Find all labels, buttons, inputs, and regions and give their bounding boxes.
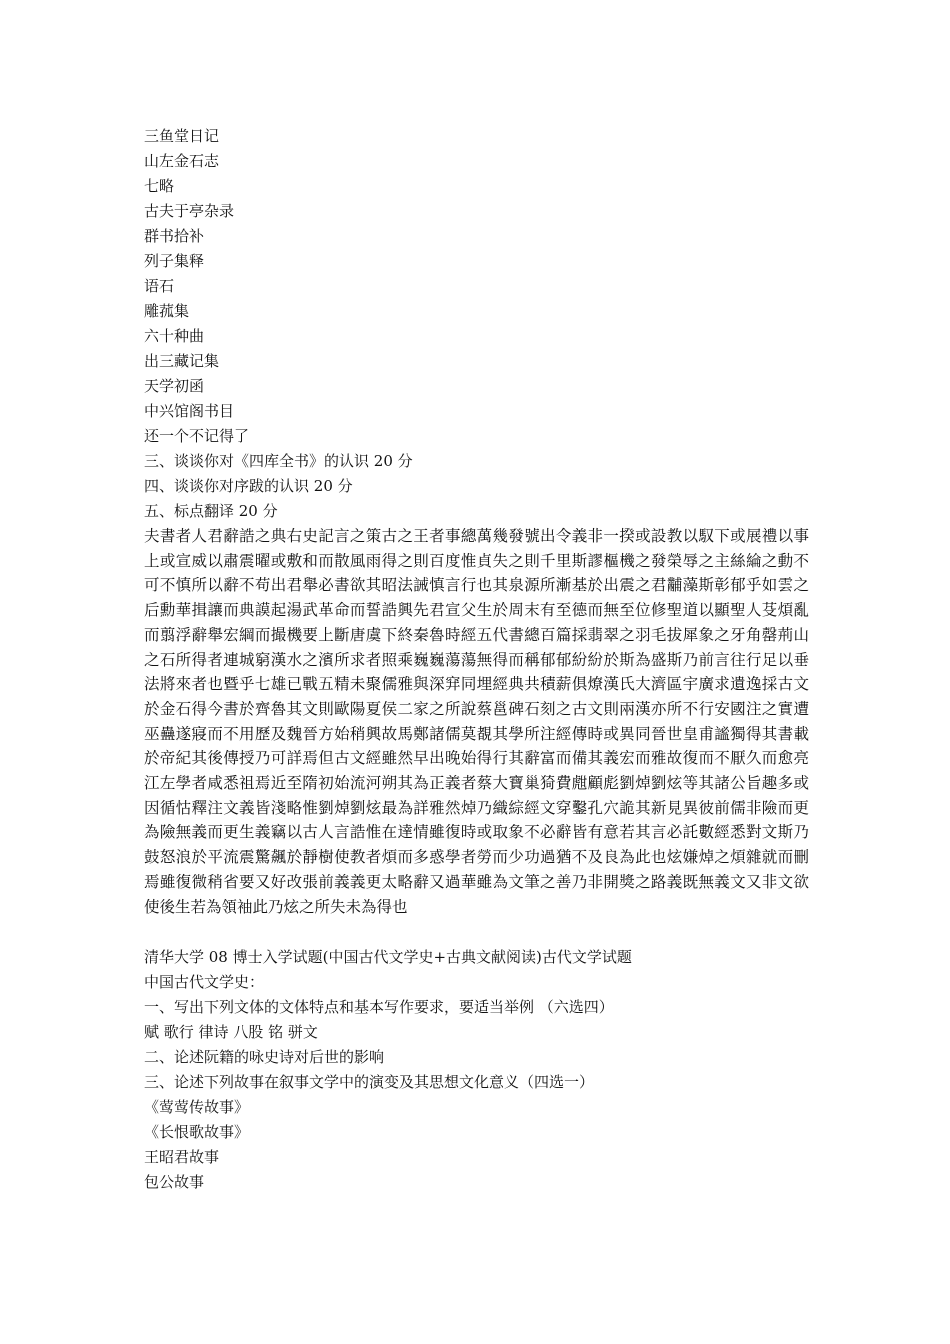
book-list-item: 六十种曲 (144, 327, 205, 345)
section-title: 中国古代文学史： (144, 973, 265, 992)
book-list-item: 中兴馆阁书目 (144, 402, 235, 420)
story-option: 包公故事 (144, 1173, 205, 1192)
book-list-item: 群书拾补 (144, 227, 205, 245)
questions-part-two (144, 995, 809, 1195)
story-option: 《莺莺传故事》 (144, 1098, 250, 1117)
book-list-item: 七略 (144, 177, 175, 195)
story-option: 《长恨歌故事》 (144, 1123, 250, 1142)
classical-passage: 夫書者人君辭誥之典右史記言之策古之王者事總萬幾發號出令義非一揆或設教以馭下或展禮以事上或宣威以肅震曜或敷和而散風雨得之則百度惟貞失之則千里斯謬樞機之發榮辱之主絲綸之動不可不慎所以辭不苟出君舉必書欲其昭法誡慎言行也其泉源所漸基於出震之君黼藻斯彰郁乎如雲之后勳華揖讓而典謨起湯武革命而誓誥興先君宣父生於周末有至德而無至位修聖道以顯聖人芟煩亂而翦浮辭舉宏綱而撮機要上斷唐虞下終秦魯時經五代書總百篇採翡翠之羽毛拔犀象之牙角罄荊山之石所得者連城窮漢水之濱所求者照乘巍巍蕩蕩無得而稱郁郁紛紛於斯為盛斯乃前言往行足以垂法將來者也暨乎七雄已戰五精未聚儒雅與深穽同埋經典共積薪俱燎漢氏大濟區宇廣求遺逸採古文於金石得今書於齊魯其文則歐陽夏侯二家之所說蔡邕碑石刻之古文則兩漢亦所不行安國注之實遭巫蠱遂寢而不用歷及魏晉方始稍興故馬鄭諸儒莫覩其學所注經傳時或異同晉世皇甫謐獨得其書載於帝紀其後傳授乃可詳焉但古文經雖然早出晚始得行其辭富而備其義宏而雅故復而不厭久而愈亮江左學者咸悉祖焉近至隋初始流河朔其為正義者蔡大寶巢猗費甝顧彪劉焯劉炫等其諸公旨趣多或因循怙釋注文義皆淺略惟劉焯劉炫最為詳雅然焯乃織綜經文穿鑿孔穴詭其新見異彼前儒非險而更為險無義而更生義竊以古人言誥惟在達情雖復時或取象不必辭皆有意若其言必託數經悉對文斯乃鼓怒浪於平流震驚飆於靜樹使教者煩而多惑學者勞而少功過猶不及良為此也炫嫌焯之煩雜就而刪焉雖復微稍省要又好改張前義義更太略辭又過華雖為文筆之善乃非開獎之路義既無義文又非文欲使後生若為領袖此乃炫之所失未為得也 (144, 527, 809, 916)
question-item: 四、谈谈你对序跋的认识 20 分 (144, 477, 353, 495)
book-list-item: 古夫于亭杂录 (144, 202, 235, 220)
book-list (144, 124, 809, 449)
genre-list: 赋 歌行 律诗 八股 铭 骈文 (144, 1023, 318, 1042)
story-option: 王昭君故事 (144, 1148, 220, 1167)
question-item: 三、谈谈你对《四库全书》的认识 20 分 (144, 452, 413, 470)
book-list-item: 雕菰集 (144, 302, 190, 320)
book-list-item: 天学初函 (144, 377, 205, 395)
book-list-item: 列子集释 (144, 252, 205, 270)
book-list-item: 出三藏记集 (144, 352, 220, 370)
question-item: 三、论述下列故事在叙事文学中的演变及其思想文化意义（四选一） (144, 1073, 595, 1092)
book-list-item: 语石 (144, 277, 175, 295)
question-item: 二、论述阮籍的咏史诗对后世的影响 (144, 1048, 385, 1067)
question-item: 一、写出下列文体的文体特点和基本写作要求，要适当举例 （六选四） (144, 998, 614, 1017)
questions-part-one (144, 449, 809, 524)
section-spacer (144, 919, 809, 945)
exam-title: 清华大学 08 博士入学试题(中国古代文学史+古典文献阅读)古代文学试题 (144, 948, 632, 967)
document-page (144, 124, 809, 1195)
book-list-item: 还一个不记得了 (144, 427, 250, 445)
book-list-item: 山左金石志 (144, 152, 220, 170)
book-list-item: 三鱼堂日记 (144, 127, 220, 145)
question-item: 五、标点翻译 20 分 (144, 502, 278, 520)
